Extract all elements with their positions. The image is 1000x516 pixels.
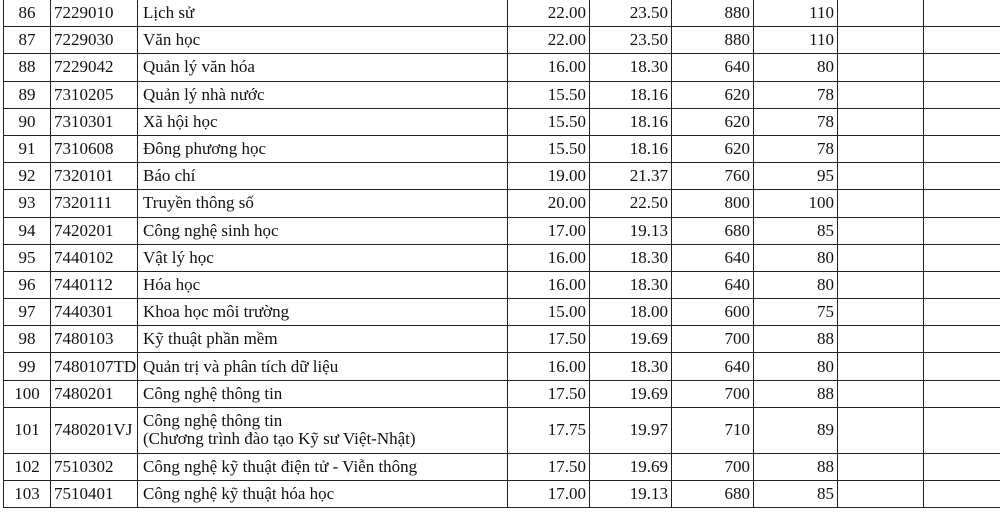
empty-cell	[924, 54, 1000, 81]
table-row	[4, 353, 1000, 380]
empty-cell	[924, 190, 1000, 217]
score-3: 700	[672, 380, 754, 407]
score-4: 88	[754, 326, 838, 353]
score-2: 23.50	[590, 27, 672, 54]
score-4: 80	[754, 244, 838, 271]
score-2: 18.16	[590, 108, 672, 135]
empty-cell	[924, 163, 1000, 190]
program-name-line: Công nghệ thông tin	[143, 383, 283, 403]
program-name-line: Khoa học môi trường	[143, 302, 290, 322]
program-name	[138, 481, 508, 508]
empty-cell	[838, 0, 924, 27]
program-code: 7310301	[51, 108, 138, 135]
score-table	[3, 0, 1000, 508]
program-code: 7480201	[51, 380, 138, 407]
row-number: 91	[4, 135, 51, 162]
score-4: 100	[754, 190, 838, 217]
table-row	[4, 108, 1000, 135]
empty-cell	[924, 353, 1000, 380]
score-4: 85	[754, 217, 838, 244]
empty-cell	[924, 0, 1000, 27]
program-name	[138, 271, 508, 298]
table-row	[4, 326, 1000, 353]
table-body	[4, 0, 1000, 508]
empty-cell	[838, 453, 924, 480]
score-1: 16.00	[508, 244, 590, 271]
program-name	[138, 27, 508, 54]
row-number: 98	[4, 326, 51, 353]
empty-cell	[838, 163, 924, 190]
empty-cell	[924, 326, 1000, 353]
empty-cell	[924, 481, 1000, 508]
score-2: 18.00	[590, 299, 672, 326]
score-1: 15.00	[508, 299, 590, 326]
table-row	[4, 244, 1000, 271]
program-name	[138, 190, 508, 217]
empty-cell	[838, 27, 924, 54]
empty-cell	[924, 299, 1000, 326]
score-3: 640	[672, 244, 754, 271]
program-name	[138, 54, 508, 81]
table-row	[4, 135, 1000, 162]
score-3: 760	[672, 163, 754, 190]
program-name-line: (Chương trình đào tạo Kỹ sư Việt-Nhật)	[143, 429, 416, 449]
row-number: 89	[4, 81, 51, 108]
score-1: 19.00	[508, 163, 590, 190]
score-4: 80	[754, 54, 838, 81]
table-row	[4, 0, 1000, 27]
score-3: 880	[672, 0, 754, 27]
row-number: 93	[4, 190, 51, 217]
empty-cell	[924, 271, 1000, 298]
program-name-line: Công nghệ thông tin	[143, 411, 283, 431]
empty-cell	[838, 380, 924, 407]
program-name	[138, 380, 508, 407]
score-3: 620	[672, 135, 754, 162]
table-row	[4, 453, 1000, 480]
program-name-line: Công nghệ sinh học	[143, 220, 279, 240]
score-4: 80	[754, 353, 838, 380]
empty-cell	[924, 27, 1000, 54]
row-number: 102	[4, 453, 51, 480]
score-2: 19.13	[590, 217, 672, 244]
program-code: 7510302	[51, 453, 138, 480]
program-name	[138, 81, 508, 108]
table-row	[4, 163, 1000, 190]
program-name-line: Đông phương học	[143, 139, 267, 159]
program-code: 7310205	[51, 81, 138, 108]
program-code: 7229042	[51, 54, 138, 81]
row-number: 100	[4, 380, 51, 407]
table-row	[4, 217, 1000, 244]
program-name	[138, 453, 508, 480]
score-4: 110	[754, 27, 838, 54]
score-1: 15.50	[508, 108, 590, 135]
row-number: 99	[4, 353, 51, 380]
program-code: 7420201	[51, 217, 138, 244]
score-1: 17.75	[508, 407, 590, 453]
score-2: 19.69	[590, 326, 672, 353]
empty-cell	[924, 217, 1000, 244]
score-3: 640	[672, 353, 754, 380]
empty-cell	[838, 190, 924, 217]
score-2: 21.37	[590, 163, 672, 190]
row-number: 88	[4, 54, 51, 81]
score-4: 85	[754, 481, 838, 508]
program-name-line: Văn học	[143, 30, 201, 50]
score-4: 78	[754, 81, 838, 108]
program-name-line: Vật lý học	[143, 247, 214, 267]
score-2: 18.16	[590, 135, 672, 162]
program-code: 7440102	[51, 244, 138, 271]
empty-cell	[924, 244, 1000, 271]
empty-cell	[838, 244, 924, 271]
empty-cell	[838, 481, 924, 508]
score-1: 15.50	[508, 135, 590, 162]
table-row	[4, 271, 1000, 298]
table-row	[4, 407, 1000, 453]
empty-cell	[838, 108, 924, 135]
program-code: 7510401	[51, 481, 138, 508]
score-4: 78	[754, 135, 838, 162]
score-3: 880	[672, 27, 754, 54]
empty-cell	[924, 453, 1000, 480]
program-name-line: Quản lý văn hóa	[143, 57, 255, 77]
empty-cell	[838, 271, 924, 298]
score-4: 89	[754, 407, 838, 453]
row-number: 92	[4, 163, 51, 190]
empty-cell	[924, 135, 1000, 162]
program-name-line: Kỹ thuật phần mềm	[143, 329, 278, 349]
program-code: 7320101	[51, 163, 138, 190]
row-number: 95	[4, 244, 51, 271]
program-name-line: Báo chí	[143, 166, 196, 186]
table-row	[4, 481, 1000, 508]
program-code: 7310608	[51, 135, 138, 162]
score-2: 19.69	[590, 453, 672, 480]
table-row	[4, 27, 1000, 54]
score-2: 18.30	[590, 353, 672, 380]
score-4: 88	[754, 453, 838, 480]
score-1: 16.00	[508, 54, 590, 81]
program-name-line: Truyền thông số	[143, 193, 254, 213]
program-name	[138, 217, 508, 244]
program-name	[138, 244, 508, 271]
score-1: 22.00	[508, 27, 590, 54]
score-4: 75	[754, 299, 838, 326]
score-1: 17.50	[508, 380, 590, 407]
score-1: 17.00	[508, 481, 590, 508]
empty-cell	[838, 135, 924, 162]
program-code: 7229010	[51, 0, 138, 27]
score-1: 17.50	[508, 326, 590, 353]
empty-cell	[924, 108, 1000, 135]
score-2: 18.30	[590, 244, 672, 271]
program-name-line: Quản lý nhà nước	[143, 84, 265, 104]
score-3: 600	[672, 299, 754, 326]
program-code: 7440112	[51, 271, 138, 298]
score-3: 700	[672, 326, 754, 353]
empty-cell	[924, 380, 1000, 407]
score-1: 16.00	[508, 353, 590, 380]
score-2: 18.30	[590, 54, 672, 81]
empty-cell	[838, 217, 924, 244]
score-3: 620	[672, 108, 754, 135]
row-number: 86	[4, 0, 51, 27]
program-code: 7480201VJ	[51, 407, 138, 453]
score-1: 17.50	[508, 453, 590, 480]
score-2: 18.30	[590, 271, 672, 298]
program-code: 7480103	[51, 326, 138, 353]
program-name-line: Xã hội học	[143, 111, 218, 131]
row-number: 101	[4, 407, 51, 453]
program-name	[138, 135, 508, 162]
score-4: 88	[754, 380, 838, 407]
row-number: 87	[4, 27, 51, 54]
score-3: 680	[672, 217, 754, 244]
program-name	[138, 108, 508, 135]
row-number: 94	[4, 217, 51, 244]
row-number: 90	[4, 108, 51, 135]
empty-cell	[924, 81, 1000, 108]
table-row	[4, 380, 1000, 407]
score-3: 640	[672, 54, 754, 81]
score-3: 620	[672, 81, 754, 108]
score-3: 710	[672, 407, 754, 453]
score-4: 78	[754, 108, 838, 135]
table-row	[4, 299, 1000, 326]
program-name	[138, 407, 508, 453]
score-3: 680	[672, 481, 754, 508]
empty-cell	[838, 299, 924, 326]
program-name-line: Công nghệ kỹ thuật điện tử - Viễn thông	[143, 456, 418, 476]
empty-cell	[838, 353, 924, 380]
score-3: 800	[672, 190, 754, 217]
program-name	[138, 326, 508, 353]
score-2: 22.50	[590, 190, 672, 217]
program-code: 7320111	[51, 190, 138, 217]
score-3: 700	[672, 453, 754, 480]
score-2: 19.13	[590, 481, 672, 508]
program-name	[138, 163, 508, 190]
table-row	[4, 190, 1000, 217]
program-code: 7440301	[51, 299, 138, 326]
score-1: 16.00	[508, 271, 590, 298]
score-2: 19.69	[590, 380, 672, 407]
empty-cell	[838, 407, 924, 453]
score-1: 22.00	[508, 0, 590, 27]
program-name	[138, 299, 508, 326]
table-row	[4, 81, 1000, 108]
row-number: 96	[4, 271, 51, 298]
score-2: 18.16	[590, 81, 672, 108]
score-4: 110	[754, 0, 838, 27]
program-name-line: Lịch sử	[143, 3, 195, 23]
table-row	[4, 54, 1000, 81]
empty-cell	[838, 81, 924, 108]
program-name-line: Quản trị và phân tích dữ liệu	[143, 356, 339, 376]
score-4: 80	[754, 271, 838, 298]
program-name	[138, 353, 508, 380]
empty-cell	[924, 407, 1000, 453]
empty-cell	[838, 54, 924, 81]
program-name-line: Hóa học	[143, 274, 201, 294]
score-1: 15.50	[508, 81, 590, 108]
score-3: 640	[672, 271, 754, 298]
program-name	[138, 0, 508, 27]
program-code: 7480107TD	[51, 353, 138, 380]
empty-cell	[838, 326, 924, 353]
score-2: 19.97	[590, 407, 672, 453]
row-number: 103	[4, 481, 51, 508]
score-1: 17.00	[508, 217, 590, 244]
score-2: 23.50	[590, 0, 672, 27]
program-code: 7229030	[51, 27, 138, 54]
score-4: 95	[754, 163, 838, 190]
row-number: 97	[4, 299, 51, 326]
program-name-line: Công nghệ kỹ thuật hóa học	[143, 484, 335, 504]
score-1: 20.00	[508, 190, 590, 217]
